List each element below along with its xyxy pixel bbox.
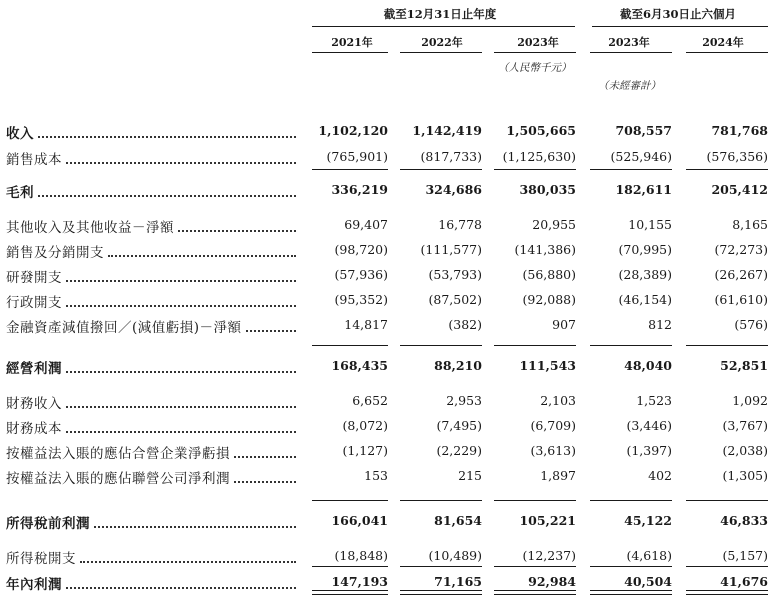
row-value: (72,273) — [714, 242, 768, 257]
row-value: 168,435 — [331, 358, 388, 373]
row-value: 10,155 — [628, 217, 672, 232]
row-value: (6,709) — [530, 418, 576, 433]
subtotal-rule — [494, 500, 576, 501]
fiscal-year-group-header: 截至12月31日止年度 — [383, 7, 497, 21]
subtotal-rule — [312, 500, 388, 501]
subtotal-rule — [590, 169, 672, 170]
table-row — [0, 415, 772, 435]
table-row — [0, 239, 772, 259]
year-rule-2024-h1 — [686, 52, 768, 53]
leader-dots — [234, 440, 296, 458]
row-value: (26,267) — [714, 267, 768, 282]
leader-dots — [246, 314, 296, 332]
row-value: 20,955 — [532, 217, 576, 232]
row-value: 1,897 — [540, 468, 576, 483]
year-header-2022: 2022年 — [421, 36, 463, 49]
table-row — [0, 214, 772, 234]
row-label: 所得稅開支 — [6, 551, 76, 567]
row-value: 1,505,665 — [506, 123, 576, 138]
row-value: (10,489) — [428, 548, 482, 563]
row-value: 812 — [648, 317, 672, 332]
double-underline — [400, 590, 482, 591]
total-rule-top — [590, 566, 672, 567]
row-value: (7,495) — [436, 418, 482, 433]
double-underline — [590, 590, 672, 591]
row-value: (87,502) — [428, 292, 482, 307]
leader-dots — [66, 390, 296, 408]
row-value: 907 — [552, 317, 576, 332]
row-value: (1,127) — [342, 443, 388, 458]
row-value: (141,386) — [514, 242, 576, 257]
row-value: 92,984 — [528, 574, 576, 589]
row-label: 財務收入 — [6, 396, 62, 412]
row-value: 324,686 — [425, 182, 482, 197]
leader-dots — [66, 146, 296, 164]
table-row — [0, 355, 772, 375]
row-value: (98,720) — [334, 242, 388, 257]
row-value: 781,768 — [711, 123, 768, 138]
year-rule-2023 — [494, 52, 576, 53]
row-label: 收入 — [6, 126, 34, 142]
double-underline — [590, 594, 672, 595]
row-value: (28,389) — [618, 267, 672, 282]
table-row — [0, 465, 772, 485]
row-value: 8,165 — [732, 217, 768, 232]
row-value: 69,407 — [344, 217, 388, 232]
row-value: (576) — [734, 317, 768, 332]
double-underline — [312, 590, 388, 591]
total-rule-top — [312, 566, 388, 567]
leader-dots — [178, 214, 296, 232]
row-value: (765,901) — [326, 149, 388, 164]
row-value: (576,356) — [706, 149, 768, 164]
row-value: 147,193 — [331, 574, 388, 589]
row-label: 經營利潤 — [6, 361, 62, 377]
row-value: 52,851 — [720, 358, 768, 373]
year-rule-2022 — [400, 52, 482, 53]
year-rule-2023-h1 — [590, 52, 672, 53]
subtotal-rule — [590, 500, 672, 501]
total-rule-top — [686, 566, 768, 567]
fiscal-year-group-rule — [312, 26, 575, 27]
row-value: 16,778 — [438, 217, 482, 232]
subtotal-rule — [312, 345, 388, 346]
half-year-group-header: 截至6月30日止六個月 — [619, 7, 736, 21]
row-value: 48,040 — [624, 358, 672, 373]
row-value: (3,767) — [722, 418, 768, 433]
row-value: (111,577) — [420, 242, 482, 257]
row-value: 1,523 — [636, 393, 672, 408]
year-header-2021: 2021年 — [331, 36, 373, 49]
subtotal-rule — [400, 345, 482, 346]
row-label: 銷售成本 — [6, 152, 62, 168]
row-label: 毛利 — [6, 185, 34, 201]
leader-dots — [108, 239, 296, 257]
row-value: (382) — [448, 317, 482, 332]
subtotal-rule — [686, 345, 768, 346]
row-value: (2,229) — [436, 443, 482, 458]
table-row — [0, 179, 772, 199]
year-header-2023: 2023年 — [517, 36, 559, 49]
row-value: (12,237) — [522, 548, 576, 563]
subtotal-rule — [400, 500, 482, 501]
row-value: (53,793) — [428, 267, 482, 282]
row-value: (4,618) — [626, 548, 672, 563]
leader-dots — [66, 355, 296, 373]
leader-dots — [66, 264, 296, 282]
double-underline — [494, 590, 576, 591]
total-rule-top — [494, 566, 576, 567]
row-value: (1,397) — [626, 443, 672, 458]
row-value: 2,953 — [446, 393, 482, 408]
row-value: 182,611 — [615, 182, 672, 197]
row-value: 1,092 — [732, 393, 768, 408]
leader-dots — [80, 545, 296, 563]
row-value: (3,613) — [530, 443, 576, 458]
row-value: (92,088) — [522, 292, 576, 307]
row-value: (8,072) — [342, 418, 388, 433]
table-row — [0, 571, 772, 591]
double-underline — [494, 594, 576, 595]
leader-dots — [66, 289, 296, 307]
leader-dots — [38, 179, 296, 197]
row-value: (95,352) — [334, 292, 388, 307]
leader-dots — [66, 571, 296, 589]
double-underline — [400, 594, 482, 595]
row-value: 336,219 — [331, 182, 388, 197]
row-label: 年內利潤 — [6, 577, 62, 593]
row-value: (1,125,630) — [502, 149, 576, 164]
row-value: 14,817 — [344, 317, 388, 332]
row-label: 財務成本 — [6, 421, 62, 437]
row-label: 按權益法入賬的應佔合營企業淨虧損 — [6, 446, 230, 462]
double-underline — [686, 594, 768, 595]
row-value: 2,103 — [540, 393, 576, 408]
row-value: 45,122 — [624, 513, 672, 528]
leader-dots — [66, 415, 296, 433]
table-row — [0, 264, 772, 284]
row-value: (46,154) — [618, 292, 672, 307]
row-value: 46,833 — [720, 513, 768, 528]
row-label: 按權益法入賬的應佔聯營公司淨利潤 — [6, 471, 230, 487]
row-value: 380,035 — [519, 182, 576, 197]
row-value: 105,221 — [519, 513, 576, 528]
row-value: 215 — [458, 468, 482, 483]
leader-dots — [234, 465, 296, 483]
row-value: 40,504 — [624, 574, 672, 589]
row-value: 71,165 — [434, 574, 482, 589]
year-header-2024-h1: 2024年 — [702, 36, 744, 49]
row-value: 1,102,120 — [318, 123, 388, 138]
row-label: 其他收入及其他收益－淨額 — [6, 220, 174, 236]
row-value: (5,157) — [722, 548, 768, 563]
row-value: 708,557 — [615, 123, 672, 138]
leader-dots — [94, 510, 296, 528]
subtotal-rule — [312, 169, 388, 170]
row-value: 81,654 — [434, 513, 482, 528]
row-value: (18,848) — [334, 548, 388, 563]
row-value: (57,936) — [334, 267, 388, 282]
double-underline — [686, 590, 768, 591]
subtotal-rule — [686, 500, 768, 501]
row-label: 金融資產減值撥回／(減值虧損)－淨額 — [6, 320, 242, 336]
row-value: 41,676 — [720, 574, 768, 589]
unit-note: （人民幣千元） — [498, 62, 572, 74]
row-label: 研發開支 — [6, 270, 62, 286]
row-value: (525,946) — [610, 149, 672, 164]
table-row — [0, 545, 772, 565]
table-row — [0, 120, 772, 140]
row-label: 行政開支 — [6, 295, 62, 311]
row-value: (61,610) — [714, 292, 768, 307]
audit-note: （未經審計） — [598, 80, 661, 92]
row-value: 402 — [648, 468, 672, 483]
row-value: (1,305) — [722, 468, 768, 483]
subtotal-rule — [494, 169, 576, 170]
row-value: 6,652 — [352, 393, 388, 408]
row-value: 88,210 — [434, 358, 482, 373]
table-row — [0, 146, 772, 166]
table-row — [0, 390, 772, 410]
row-value: (70,995) — [618, 242, 672, 257]
row-value: (817,733) — [420, 149, 482, 164]
row-value: 153 — [364, 468, 388, 483]
row-value: 111,543 — [519, 358, 576, 373]
year-rule-2021 — [312, 52, 388, 53]
subtotal-rule — [686, 169, 768, 170]
subtotal-rule — [494, 345, 576, 346]
subtotal-rule — [400, 169, 482, 170]
table-row — [0, 314, 772, 334]
row-value: 1,142,419 — [412, 123, 482, 138]
leader-dots — [38, 120, 296, 138]
row-value: 166,041 — [331, 513, 388, 528]
table-row — [0, 510, 772, 530]
double-underline — [312, 594, 388, 595]
table-row — [0, 440, 772, 460]
year-header-2023-h1: 2023年 — [608, 36, 650, 49]
row-label: 銷售及分銷開支 — [6, 245, 104, 261]
row-value: (56,880) — [522, 267, 576, 282]
table-row — [0, 289, 772, 309]
subtotal-rule — [590, 345, 672, 346]
row-value: (3,446) — [626, 418, 672, 433]
half-year-group-rule — [592, 26, 768, 27]
row-value: 205,412 — [711, 182, 768, 197]
row-label: 所得稅前利潤 — [6, 516, 90, 532]
row-value: (2,038) — [722, 443, 768, 458]
total-rule-top — [400, 566, 482, 567]
